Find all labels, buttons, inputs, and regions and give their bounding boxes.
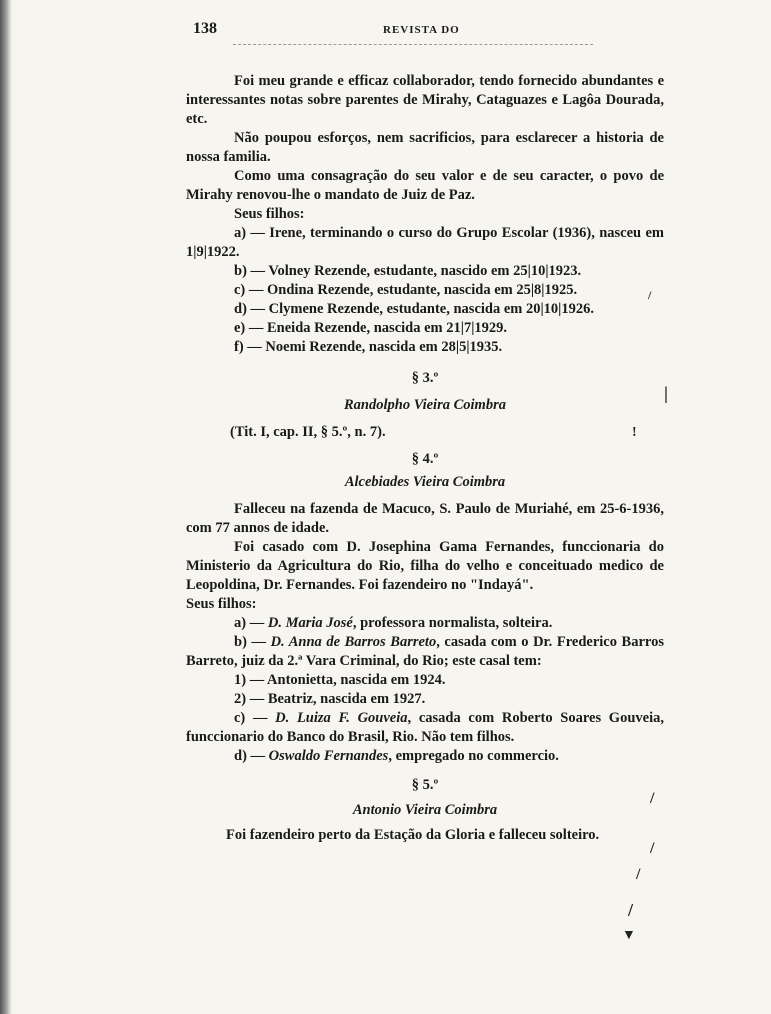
- pen-mark: |: [664, 383, 668, 403]
- child-entry: c) — Ondina Rezende, estudante, nascida em 25|8|1925.: [234, 282, 578, 298]
- pen-mark: /: [650, 840, 655, 857]
- child-name: D. Anna de Barros Barreto: [270, 634, 437, 650]
- paragraph: Não poupou esforços, nem sacrificios, para esclarecer a historia de nossa familia.: [186, 130, 664, 165]
- entry-label: d) —: [234, 748, 269, 764]
- entry-text: , casada com o Dr. Frederico Barros Barreto, juiz da 2.ª Vara Criminal, do Rio; este casal tem:: [186, 634, 664, 669]
- pen-mark: /: [648, 288, 652, 302]
- page-header: [193, 20, 663, 44]
- child-entry: [186, 633, 664, 671]
- running-head: REVISTA DO: [383, 24, 460, 36]
- pen-mark: /: [628, 900, 634, 920]
- entry-text: , professora normalista, solteira.: [352, 615, 553, 631]
- paragraph: Falleceu na fazenda de Macuco, S. Paulo de Muriahé, em 25-6-1936, com 77 annos de idade.: [186, 501, 664, 536]
- grandchild-entry: 1) — Antonietta, nascida em 1924.: [234, 672, 446, 688]
- child-entry: d) — Clymene Rezende, estudante, nascida em 20|10|1926.: [234, 301, 595, 317]
- section-heading: § 3.º: [411, 370, 439, 386]
- page-number: 138: [193, 20, 217, 37]
- child-entry: e) — Eneida Rezende, nascida em 21|7|1929.: [234, 320, 508, 336]
- grandchild-entry: 2) — Beatriz, nascida em 1927.: [234, 691, 426, 707]
- page-binding-edge: [0, 0, 12, 1014]
- section-name: Antonio Vieira Coimbra: [352, 802, 498, 818]
- header-rule: [233, 44, 593, 45]
- section-heading: § 5.º: [411, 777, 439, 793]
- child-entry: a) — Irene, terminando o curso do Grupo Escolar (1936), nasceu em 1|9|1922.: [186, 225, 664, 260]
- child-entry: b) — Volney Rezende, estudante, nascido em 25|10|1923.: [234, 263, 582, 279]
- pen-mark: /: [636, 866, 641, 883]
- child-entry: [186, 614, 664, 633]
- entry-text: , casada com Roberto Soares Gouveia, funccionario do Banco do Brasil, Rio. Não tem filhos.: [186, 710, 664, 745]
- paragraph: Foi meu grande e efficaz collaborador, tendo fornecido abundantes e interessantes notas sobre parentes de Mirahy, Cataguazes e Lagôa Dourada, etc.: [186, 73, 664, 127]
- children-heading: Seus filhos:: [186, 596, 257, 612]
- child-entry: [186, 709, 664, 747]
- child-name: Oswaldo Fernandes: [268, 748, 389, 764]
- section-name: Alcebiades Vieira Coimbra: [344, 474, 506, 490]
- child-name: D. Luiza F. Gouveia: [275, 710, 408, 726]
- section-heading: § 4.º: [411, 451, 439, 467]
- paragraph: Como uma consagração do seu valor e de seu caracter, o povo de Mirahy renovou-lhe o mandato de Juiz de Paz.: [186, 168, 664, 203]
- section-name: Randolpho Vieira Coimbra: [344, 397, 506, 413]
- child-entry: f) — Noemi Rezende, nascida em 28|5|1935.: [234, 339, 503, 355]
- entry-label: c) —: [234, 710, 276, 726]
- paragraph: Foi casado com D. Josephina Gama Fernandes, funccionaria do Ministerio da Agricultura do Rio, filha do velho e conceituado medico de Leopoldina, Dr. Fernandes. Foi fazendeiro no "Indayá".: [186, 539, 664, 593]
- pen-mark: /: [650, 790, 655, 807]
- child-entry: [186, 747, 664, 766]
- paragraph: Foi fazendeiro perto da Estação da Gloria e falleceu solteiro.: [226, 827, 600, 843]
- cross-reference: (Tit. I, cap. II, § 5.º, n. 7).: [230, 424, 386, 440]
- entry-text: , empregado no commercio.: [388, 748, 559, 764]
- pen-mark: !: [632, 425, 637, 440]
- entry-label: b) —: [234, 634, 271, 650]
- entry-label: a) —: [234, 615, 268, 631]
- child-name: D. Maria José: [267, 615, 353, 631]
- pen-mark: ▼: [622, 928, 636, 943]
- page-body: [186, 72, 664, 845]
- children-heading: Seus filhos:: [234, 206, 305, 222]
